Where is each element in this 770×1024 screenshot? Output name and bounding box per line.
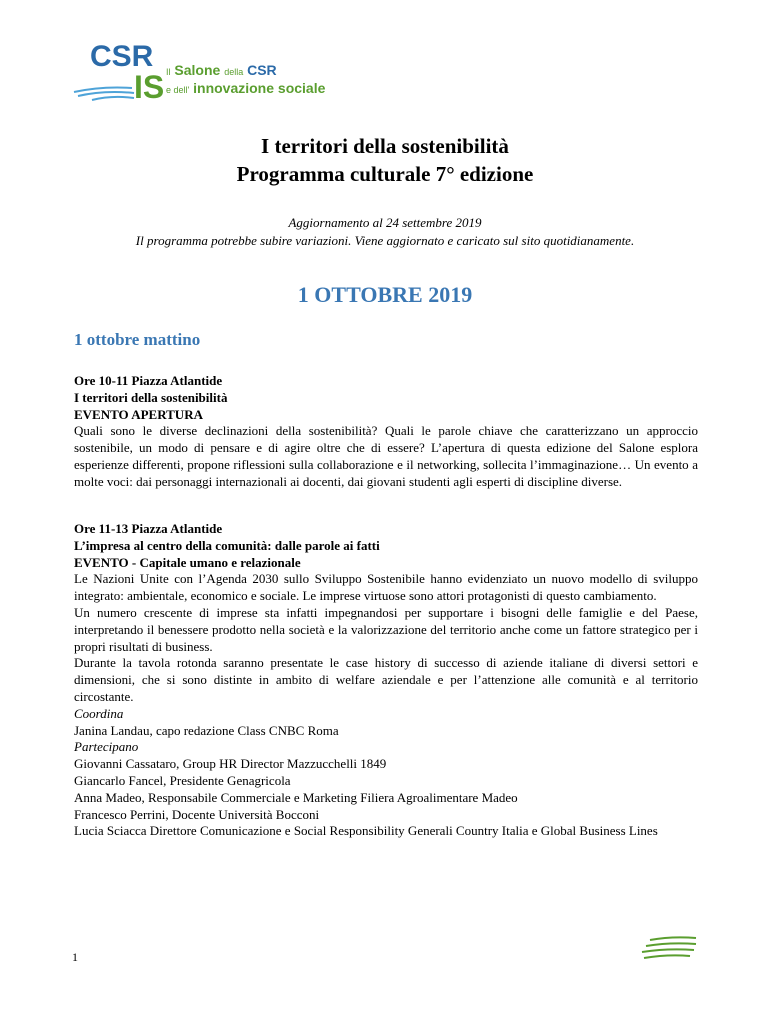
event-1 [74, 373, 698, 491]
update-notice [0, 214, 770, 250]
participant: Lucia Sciacca Direttore Comunicazione e Social Responsibility Generali Country Italia e Global Business Lines [74, 823, 658, 839]
event-paragraph: Un numero crescente di imprese sta infatti impegnandosi per supportare i bisogni delle famiglie e del Paese, interpretando il benessere prodotto nella società e la valorizzazione del territorio anche come un fattore strategico per i propri risultati di business. [74, 604, 698, 654]
event-paragraph: Durante la tavola rotonda saranno presentate le case history di successo di aziende italiane di diversi settori e dimensioni, che si sono distinte in ambito di welfare aziendale e per l’attenzione alle comunità e al territorio circostante. [74, 655, 698, 704]
update-date: Aggiornamento al 24 settembre 2019 [288, 215, 482, 230]
document-title [0, 132, 770, 188]
partecipano-label: Partecipano [74, 739, 139, 755]
update-disclaimer: Il programma potrebbe subire variazioni. Viene aggiornato e caricato sul sito quotidianamente. [135, 233, 635, 248]
logo-e-dell: e dell' [166, 85, 190, 95]
logo-della: della [224, 67, 244, 77]
logo-salone: Salone [174, 62, 221, 78]
participant: Francesco Perrini, Docente Università Bocconi [74, 806, 320, 822]
logo-csr-small: CSR [247, 62, 277, 78]
event-description: Quali sono le diverse declinazioni della sostenibilità? Quali le parole chiave che caratterizzano un approccio sostenibile, un modo di pensare e di agire oltre che di essere? L’apertura di questa edizione del Salone esplora esperienze differenti, propone riflessioni sulla collaborazione e il networking, sollecita l’immaginazione… Un evento a molte voci: dai personaggi internazionali ai docenti, dai giovani studenti agli esperti di discipline diverse. [74, 423, 698, 489]
page-number: 1 [72, 950, 78, 964]
logo-il: Il [166, 67, 171, 77]
date-heading: 1 OTTOBRE 2019 [297, 282, 473, 307]
participant: Giancarlo Fancel, Presidente Genagricola [74, 772, 291, 788]
title-line-2: Programma culturale 7° edizione [236, 162, 534, 186]
event-title: I territori della sostenibilità [74, 389, 228, 405]
event-type: EVENTO APERTURA [74, 406, 203, 422]
coordinator: Janina Landau, capo redazione Class CNBC Roma [74, 722, 339, 738]
logo-innovazione: innovazione sociale [193, 80, 326, 96]
participant: Giovanni Cassataro, Group HR Director Mazzucchelli 1849 [74, 756, 387, 772]
participant: Anna Madeo, Responsabile Commerciale e Marketing Filiera Agroalimentare Madeo [74, 789, 518, 805]
wave-graphic [640, 932, 700, 964]
logo-tagline [166, 62, 325, 98]
event-paragraph: Le Nazioni Unite con l’Agenda 2030 sullo Sviluppo Sostenibile hanno evidenziato un nuovo modello di sviluppo integrato: ambientale, economico e sociale. Le imprese virtuose sono attori protagonisti di questo cambiamento. [74, 571, 698, 604]
section-heading: 1 ottobre mattino [74, 330, 201, 349]
event-time-place: Ore 11-13 Piazza Atlantide [74, 521, 223, 536]
footer-wave-icon [640, 932, 700, 964]
event-type: EVENTO - Capitale umano e relazionale [74, 554, 301, 570]
event-title: L’impresa al centro della comunità: dalle parole ai fatti [74, 537, 380, 553]
title-line-1: I territori della sostenibilità [261, 134, 509, 158]
coordina-label: Coordina [74, 705, 124, 721]
event-time-place: Ore 10-11 Piazza Atlantide [74, 373, 223, 388]
logo-csr-text: CSR [90, 40, 154, 73]
logo-is-text: IS [134, 69, 165, 104]
event-2 [74, 521, 698, 840]
